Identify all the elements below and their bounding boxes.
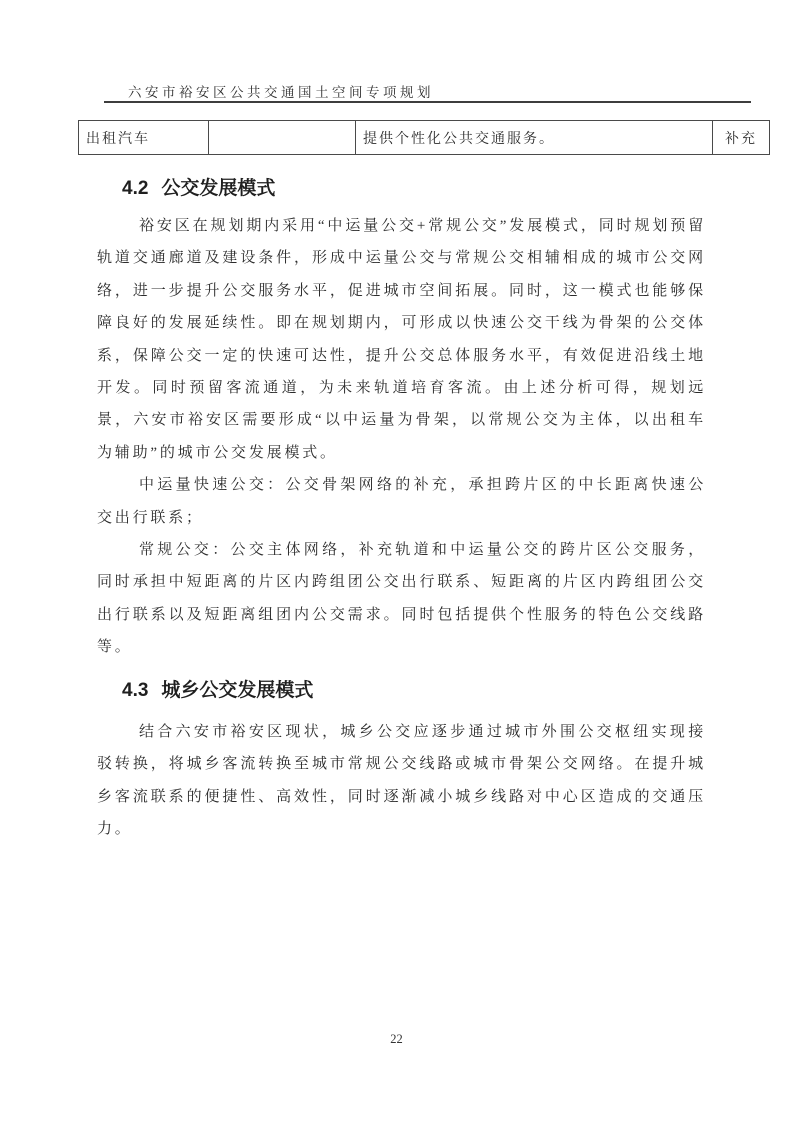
document-body [97,170,706,845]
paragraph: 裕安区在规划期内采用“中运量公交+常规公交”发展模式，同时规划预留轨道交通廊道及建设条件，形成中运量公交与常规公交相辅相成的城市公交网络，进一步提升公交服务水平，促进城市空间拓展。同时，这一模式也能够保障良好的发展延续性。即在规划期内，可形成以快速公交干线为骨架的公交体系，保障公交一定的快速可达性，提升公交总体服务水平，有效促进沿线土地开发。同时预留客流通道，为未来轨道培育客流。由上述分析可得，规划远景，六安市裕安区需要形成“以中运量为骨架，以常规公交为主体，以出租车为辅助”的城市公交发展模式。 [97,218,706,461]
section-title: 城乡公交发展模式 [161,679,314,701]
header-rule [104,101,751,103]
section-number: 4.3 [122,679,149,701]
table-cell-description: 提供个性化公共交通服务。 [356,121,713,155]
running-header-title: 六安市裕安区公共交通国土空间专项规划 [128,85,434,100]
section-heading-4-3 [122,664,706,705]
section-heading-4-2 [122,170,706,203]
page-number: 22 [390,1032,403,1046]
paragraph: 结合六安市裕安区现状，城乡公交应逐步通过城市外围公交枢纽实现接驳转换，将城乡客流转换至城市常规公交线路或城市骨架公交网络。在提升城乡客流联系的便捷性、高效性，同时逐渐减小城乡线路对中心区造成的交通压力。 [97,723,706,837]
section-title: 公交发展模式 [161,178,276,199]
table-cell-transport-mode: 出租汽车 [79,121,209,155]
continuation-table [78,120,770,155]
table-cell-empty [209,121,356,155]
table-cell-role: 补充 [713,121,770,155]
paragraph: 常规公交：公交主体网络，补充轨道和中运量公交的跨片区公交服务，同时承担中短距离的片区内跨组团公交出行联系、短距离的片区内跨组团公交出行联系以及短距离组团内公交需求。同时包括提供个性服务的特色公交线路等。 [97,542,706,656]
paragraph: 中运量快速公交：公交骨架网络的补充，承担跨片区的中长距离快速公交出行联系； [97,477,706,526]
section-number: 4.2 [122,178,149,199]
table-row [79,121,770,155]
